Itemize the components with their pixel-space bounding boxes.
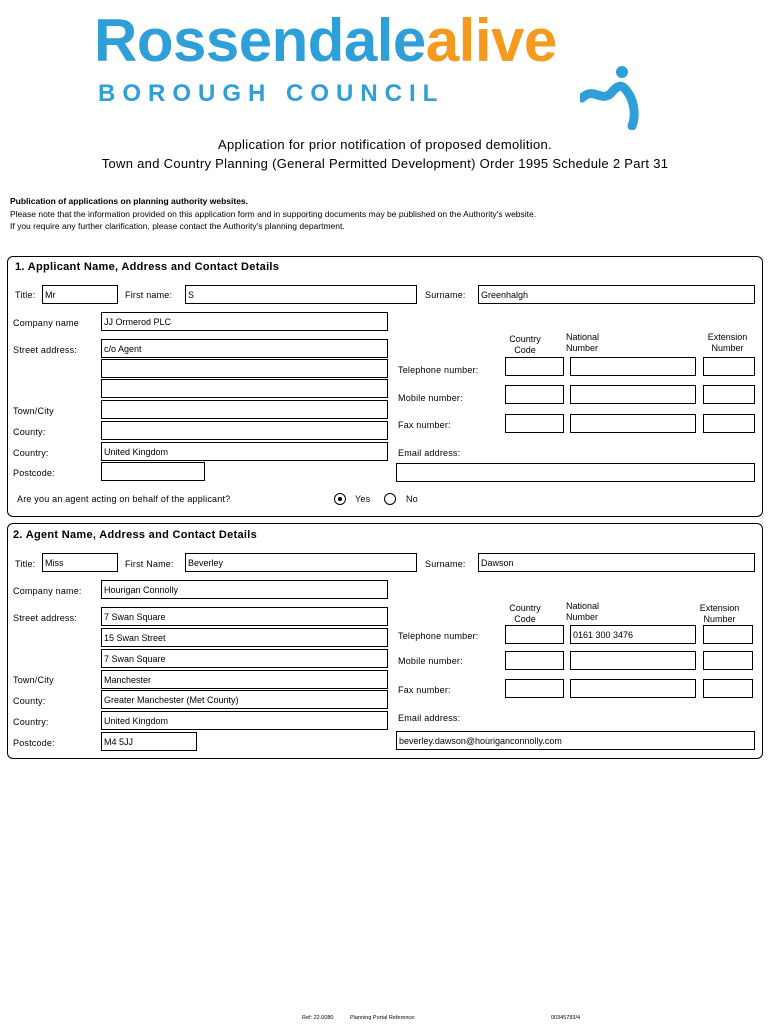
agent-country-code-header — [500, 603, 550, 625]
applicant-street-label: Street address: — [13, 345, 78, 355]
agent-national-number-header — [566, 601, 616, 623]
applicant-first-name-label: First name: — [125, 290, 173, 300]
agent-email-label: Email address: — [398, 713, 461, 723]
agent-title-field[interactable]: Miss — [42, 553, 118, 572]
applicant-town-label: Town/City — [13, 406, 54, 416]
agent-fax-country-code[interactable] — [505, 679, 564, 698]
applicant-mobile-national-number[interactable] — [570, 385, 696, 404]
agent-first-name-field[interactable]: Beverley — [185, 553, 417, 572]
agent-email-field[interactable]: beverley.dawson@houriganconnolly.com — [396, 731, 755, 750]
agent-postcode-field[interactable]: M4 5JJ — [101, 732, 197, 751]
agent-mobile-national-number[interactable] — [570, 651, 696, 670]
applicant-county-label: County: — [13, 427, 46, 437]
agent-fax-label: Fax number: — [398, 685, 451, 695]
applicant-fax-national-number[interactable] — [570, 414, 696, 433]
agent-extension-header-text: Extension Number — [699, 603, 740, 624]
agent-company-label: Company name: — [13, 586, 82, 596]
applicant-surname-label: Surname: — [425, 290, 466, 300]
applicant-fax-country-code[interactable] — [505, 414, 564, 433]
logo-swoosh-icon — [580, 64, 640, 130]
agent-surname-field[interactable]: Dawson — [478, 553, 755, 572]
agent-town-label: Town/City — [13, 675, 54, 685]
applicant-tel-extension[interactable] — [703, 357, 755, 376]
agent-no-radio[interactable] — [384, 493, 396, 505]
applicant-country-label: Country: — [13, 448, 49, 458]
logo-name-accent: alive — [425, 7, 557, 74]
agent-question: Are you an agent acting on behalf of the applicant? — [17, 494, 231, 504]
agent-county-field[interactable]: Greater Manchester (Met County) — [101, 690, 388, 709]
applicant-fax-label: Fax number: — [398, 420, 451, 430]
agent-national-number-header-text: National Number — [566, 601, 600, 622]
form-title-line2: Town and Country Planning (General Permitted Development) Order 1995 Schedule 2 Part 31 — [101, 156, 669, 171]
applicant-postcode-label: Postcode: — [13, 468, 55, 478]
applicant-title-label: Title: — [15, 290, 36, 300]
agent-mobile-label: Mobile number: — [398, 656, 463, 666]
applicant-email-field[interactable] — [396, 463, 755, 482]
applicant-postcode-field[interactable] — [101, 462, 205, 481]
agent-no-label: No — [406, 494, 418, 504]
applicant-country-code-header — [500, 334, 550, 356]
agent-title-label: Title: — [15, 559, 36, 569]
applicant-country-code-header-text: Country Code — [509, 334, 541, 355]
agent-first-name-label: First Name: — [125, 559, 174, 569]
agent-heading: 2. Agent Name, Address and Contact Details — [13, 529, 258, 541]
applicant-telephone-label: Telephone number: — [398, 365, 479, 375]
applicant-tel-national-number[interactable] — [570, 357, 696, 376]
applicant-mobile-country-code[interactable] — [505, 385, 564, 404]
council-logo — [90, 4, 680, 130]
form-title-line1: Application for prior notification of proposed demolition. — [218, 137, 552, 152]
applicant-title-field[interactable]: Mr — [42, 285, 118, 304]
logo-name-main: Rossendale — [94, 7, 426, 74]
applicant-street1-field[interactable]: c/o Agent — [101, 339, 388, 358]
agent-fax-extension[interactable] — [703, 679, 753, 698]
applicant-company-label: Company name — [13, 318, 79, 328]
agent-country-label: Country: — [13, 717, 49, 727]
agent-tel-country-code[interactable] — [505, 625, 564, 644]
agent-company-field[interactable]: Hourigan Connolly — [101, 580, 388, 599]
applicant-company-field[interactable]: JJ Ormerod PLC — [101, 312, 388, 331]
applicant-tel-country-code[interactable] — [505, 357, 564, 376]
notice-heading: Publication of applications on planning authority websites. — [10, 196, 249, 206]
agent-county-label: County: — [13, 696, 46, 706]
agent-telephone-label: Telephone number: — [398, 631, 479, 641]
agent-street3-field[interactable]: 7 Swan Square — [101, 649, 388, 668]
applicant-country-field[interactable]: United Kingdom — [101, 442, 388, 461]
agent-extension-header — [692, 603, 747, 625]
applicant-fax-extension[interactable] — [703, 414, 755, 433]
agent-yes-radio[interactable] — [334, 493, 346, 505]
logo-subtitle: BOROUGH COUNCIL — [98, 80, 445, 107]
logo-wordmark — [94, 6, 557, 76]
agent-street2-field[interactable]: 15 Swan Street — [101, 628, 388, 647]
footer-ref: Ref: 22.0080 — [302, 1015, 334, 1021]
applicant-extension-header-text: Extension Number — [707, 332, 748, 353]
applicant-first-name-field[interactable]: S — [185, 285, 417, 304]
notice-line1: Please note that the information provided on this application form and in supporting documents may be published on the Authority's website. — [10, 209, 537, 219]
agent-street-label: Street address: — [13, 613, 78, 623]
applicant-extension-header — [700, 332, 755, 354]
agent-yes-label: Yes — [355, 494, 371, 504]
applicant-national-number-header — [566, 332, 616, 354]
applicant-town-field[interactable] — [101, 400, 388, 419]
applicant-surname-field[interactable]: Greenhalgh — [478, 285, 755, 304]
agent-fax-national-number[interactable] — [570, 679, 696, 698]
applicant-email-label: Email address: — [398, 448, 461, 458]
applicant-mobile-label: Mobile number: — [398, 393, 463, 403]
footer-portal-label: Planning Portal Reference: — [350, 1015, 416, 1021]
applicant-street2-field[interactable] — [101, 359, 388, 378]
applicant-street3-field[interactable] — [101, 379, 388, 398]
agent-tel-national-number[interactable]: 0161 300 3476 — [570, 625, 696, 644]
notice-line2: If you require any further clarification, please contact the Authority's planning department. — [10, 221, 345, 231]
agent-tel-extension[interactable] — [703, 625, 753, 644]
agent-town-field[interactable]: Manchester — [101, 670, 388, 689]
agent-mobile-extension[interactable] — [703, 651, 753, 670]
agent-country-code-header-text: Country Code — [509, 603, 541, 624]
applicant-county-field[interactable] — [101, 421, 388, 440]
agent-postcode-label: Postcode: — [13, 738, 55, 748]
agent-mobile-country-code[interactable] — [505, 651, 564, 670]
applicant-heading: 1. Applicant Name, Address and Contact Details — [15, 261, 280, 273]
footer-portal-ref: 00345783/4 — [551, 1015, 581, 1021]
agent-street1-field[interactable]: 7 Swan Square — [101, 607, 388, 626]
agent-country-field[interactable]: United Kingdom — [101, 711, 388, 730]
applicant-national-number-header-text: National Number — [566, 332, 600, 353]
applicant-mobile-extension[interactable] — [703, 385, 755, 404]
agent-surname-label: Surname: — [425, 559, 466, 569]
